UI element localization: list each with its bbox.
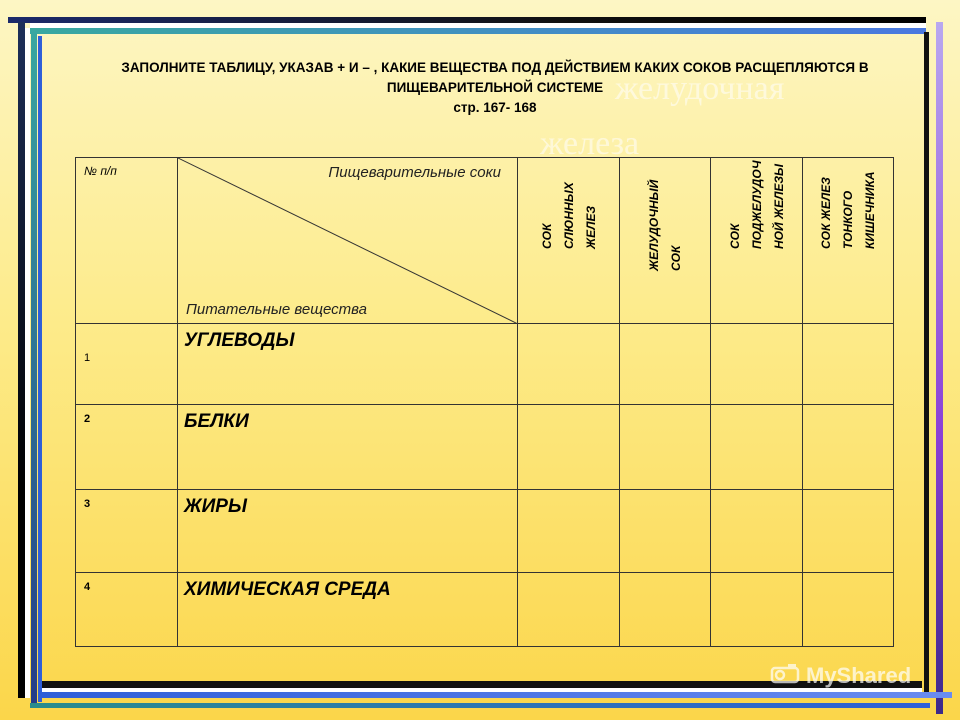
header-digestive-juices: Пищеварительные соки <box>328 164 501 181</box>
frame-bar-bottom-teal <box>30 703 930 708</box>
column-header-label: ЖЕЛУДОЧНЫЙ СОК <box>647 179 683 271</box>
ghost-text-line2: железа <box>540 125 640 162</box>
column-header-saliva <box>518 158 620 324</box>
table-row <box>76 405 894 490</box>
table-row <box>76 324 894 405</box>
answer-cell[interactable] <box>620 405 711 490</box>
frame-bar-left-dark <box>18 22 25 698</box>
table-row <box>76 573 894 647</box>
answer-cell[interactable] <box>803 324 894 405</box>
answer-cell[interactable] <box>711 405 803 490</box>
number-column-header: № п/п <box>76 158 178 324</box>
header-nutrients: Питательные вещества <box>186 301 367 318</box>
frame-bar-bottom-blue <box>42 692 952 698</box>
title-line-1: ЗАПОЛНИТЕ ТАБЛИЦУ, УКАЗАВ + И – , КАКИЕ ВЕЩЕСТВА ПОД ДЕЙСТВИЕМ КАКИХ СОКОВ РАСЩЕПЛЯЮТСЯ В <box>121 60 869 75</box>
column-header-gastric <box>620 158 711 324</box>
column-header-pancreatic <box>711 158 803 324</box>
row-label: ЖИРЫ <box>178 490 518 573</box>
diagonal-header-cell <box>178 158 518 324</box>
ghost-text-line1: желудочная <box>615 70 785 107</box>
page-title <box>55 58 935 118</box>
column-header-intestinal <box>803 158 894 324</box>
row-number: 1 <box>76 324 178 405</box>
answer-cell[interactable] <box>803 573 894 647</box>
answer-cell[interactable] <box>711 573 803 647</box>
frame-bar-right-violet <box>936 22 943 714</box>
table-header-row <box>76 158 894 324</box>
column-header-label: СОК СЛЮННЫХ ЖЕЛЕЗ <box>539 182 598 249</box>
row-number: 4 <box>76 573 178 647</box>
projector-icon <box>770 660 802 692</box>
table-row <box>76 490 894 573</box>
answer-cell[interactable] <box>518 405 620 490</box>
row-label: БЕЛКИ <box>178 405 518 490</box>
watermark <box>770 660 911 692</box>
answer-cell[interactable] <box>620 490 711 573</box>
answer-cell[interactable] <box>711 490 803 573</box>
answer-cell[interactable] <box>518 490 620 573</box>
frame-bar-left-blue <box>38 36 42 702</box>
column-header-label: СОК ЖЕЛЕЗ ТОНКОГО КИШЕЧНИКА <box>819 171 877 249</box>
answer-cell[interactable] <box>518 324 620 405</box>
watermark-text: MyShared <box>806 663 912 688</box>
answer-cell[interactable] <box>803 490 894 573</box>
frame-bar-left-white <box>25 28 30 698</box>
answer-cell[interactable] <box>518 573 620 647</box>
column-header-label: СОК ПОДЖЕЛУДОЧ НОЙ ЖЕЛЕЗЫ <box>727 160 786 249</box>
diagonal-divider-line <box>178 158 518 324</box>
answer-cell[interactable] <box>620 324 711 405</box>
row-number: 3 <box>76 490 178 573</box>
answer-cell[interactable] <box>620 573 711 647</box>
frame-bar-right-dark <box>924 32 929 692</box>
frame-bar-left-teal <box>31 28 37 704</box>
answer-cell[interactable] <box>803 405 894 490</box>
row-label: ХИМИЧЕСКАЯ СРЕДА <box>178 573 518 647</box>
row-number: 2 <box>76 405 178 490</box>
frame-bar-top-teal <box>30 28 926 34</box>
row-label: УГЛЕВОДЫ <box>178 324 518 405</box>
title-line-2: ПИЩЕВАРИТЕЛЬНОЙ СИСТЕМЕ <box>386 80 604 95</box>
digestion-worksheet-table <box>75 157 894 647</box>
title-page-reference: стр. 167- 168 <box>453 100 537 115</box>
answer-cell[interactable] <box>711 324 803 405</box>
